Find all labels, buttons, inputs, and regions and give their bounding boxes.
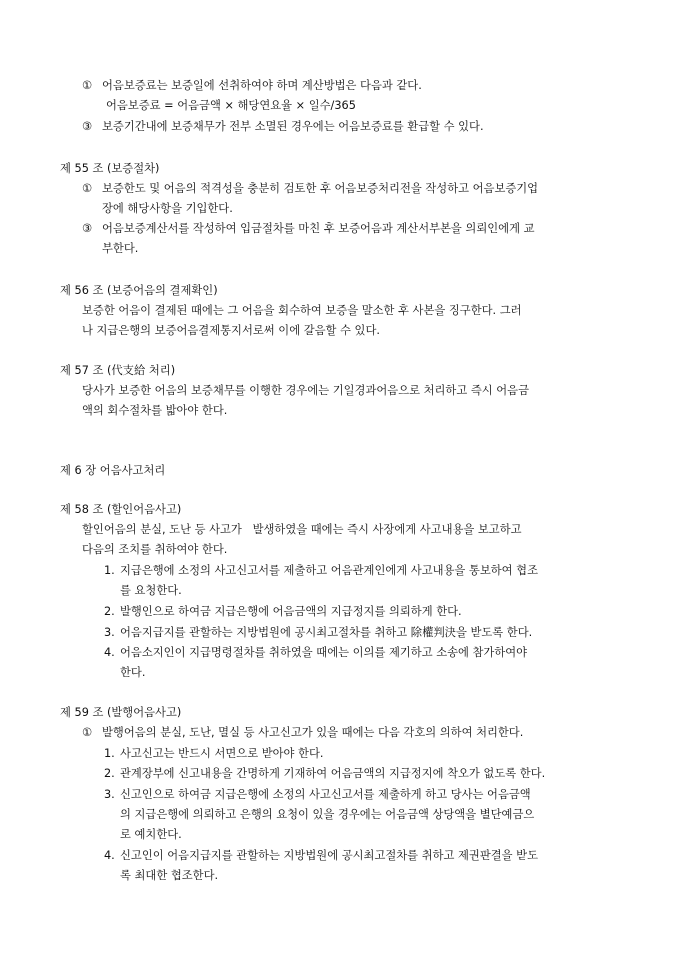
item-number: 2. (104, 767, 115, 780)
item-number: ① (82, 726, 93, 739)
list-item-text: 지급은행에 소정의 사고신고서를 제출하고 어음관계인에게 사고내용을 통보하여 협조 (120, 564, 539, 577)
formula-text: 어음보증료 = 어음금액 × 해당연요율 × 일수/365 (106, 99, 356, 112)
paragraph-text: 당사가 보증한 어음의 보증채무를 이행한 경우에는 기일경과어음으로 처리하고 즉시 어음금 (82, 384, 530, 397)
list-item-text: 발행어음의 분실, 도난, 멸실 등 사고신고가 있을 때에는 다음 각호의 의하여 처리한다. (102, 726, 524, 739)
item-number: ③ (82, 120, 93, 133)
paragraph-text: 할인어음의 분실, 도난 등 사고가 발생하였을 때에는 즉시 사장에게 사고내용을 보고하고 (82, 523, 522, 536)
item-number: ① (82, 79, 93, 92)
list-item-text: 신고인으로 하여금 지급은행에 소정의 사고신고서를 제출하게 하고 당사는 어음금액 (120, 788, 531, 801)
article-heading: 제 57 조 (代支給 처리) (60, 364, 176, 377)
list-item-text: 어음소지인이 지급명령절차를 취하였을 때에는 이의를 제기하고 소송에 참가하여야 (120, 646, 528, 659)
list-item-text: 록 최대한 협조한다. (120, 869, 219, 882)
list-item-text: 를 요청한다. (120, 584, 182, 597)
article-heading: 제 59 조 (발행어음사고) (60, 706, 182, 719)
list-item-text: 신고인이 어음지급지를 관할하는 지방법원에 공시최고절차를 취하고 제권판결을 받도 (120, 849, 539, 862)
item-number: 4. (104, 646, 115, 659)
article-heading: 제 58 조 (할인어음사고) (60, 503, 182, 516)
article-heading: 제 56 조 (보증어음의 결제확인) (60, 284, 218, 297)
item-number: 1. (104, 747, 115, 760)
item-number: ③ (82, 222, 93, 235)
item-number: ① (82, 182, 93, 195)
item-number: 4. (104, 849, 115, 862)
list-item-text: 한다. (120, 666, 146, 679)
paragraph-text: 보증한 어음이 결제된 때에는 그 어음을 회수하여 보증을 말소한 후 사본을 징구한다. 그러 (82, 304, 522, 317)
list-item-text: 의 지급은행에 의뢰하고 은행의 요청이 있을 경우에는 어음금액 상당액을 별단예금으 (120, 808, 535, 821)
item-number: 3. (104, 788, 115, 801)
list-item-text: 관계장부에 신고내용을 간명하게 기재하여 어음금액의 지급정지에 착오가 없도록 한다. (120, 767, 546, 780)
list-item-text: 부한다. (102, 242, 139, 255)
list-item-text: 사고신고는 반드시 서면으로 받아야 한다. (120, 747, 324, 760)
list-item-text: 보증한도 및 어음의 적격성을 충분히 검토한 후 어음보증처리전을 작성하고 어음보증기업 (102, 182, 539, 195)
item-number: 2. (104, 605, 115, 618)
list-item-text: 장에 해당사항을 기입한다. (102, 202, 233, 215)
list-item-text: 보증기간내에 보증채무가 전부 소멸된 경우에는 어음보증료를 환급할 수 있다. (102, 120, 484, 133)
list-item-text: 어음보증계산서를 작성하여 입금절차를 마친 후 보증어음과 계산서부본을 의뢰인에게 교 (102, 222, 535, 235)
item-number: 1. (104, 564, 115, 577)
article-heading: 제 55 조 (보증절차) (60, 162, 160, 175)
list-item-text: 어음지급지를 관할하는 지방법원에 공시최고절차를 취하고 除權判決을 받도록 한다. (120, 626, 533, 639)
item-number: 3. (104, 626, 115, 639)
list-item-text: 발행인으로 하여금 지급은행에 어음금액의 지급정지를 의뢰하게 한다. (120, 605, 462, 618)
paragraph-text: 나 지급은행의 보증어음결제통지서로써 이에 갈음할 수 있다. (82, 324, 380, 337)
list-item-text: 로 예치한다. (120, 828, 182, 841)
chapter-heading: 제 6 장 어음사고처리 (60, 464, 166, 477)
list-item-text: 어음보증료는 보증일에 선취하여야 하며 계산방법은 다음과 같다. (102, 79, 422, 92)
paragraph-text: 액의 회수절차를 밟아야 한다. (82, 404, 228, 417)
paragraph-text: 다음의 조치를 취하여야 한다. (82, 543, 228, 556)
